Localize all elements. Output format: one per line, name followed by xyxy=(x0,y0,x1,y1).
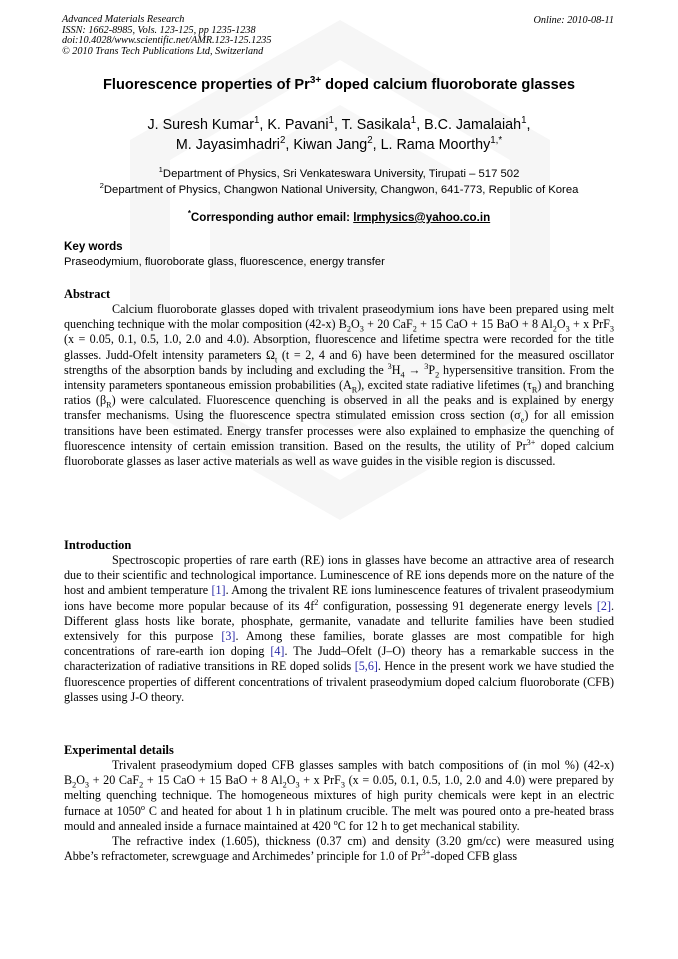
affiliation-1: $^1$Department of Physics, Sri Venkateswara University, Tirupati – 517 502 xyxy=(158,165,520,180)
journal-name: Advanced Materials Research xyxy=(62,14,185,25)
citation-link[interactable]: [5,6] xyxy=(354,659,378,674)
citation-link[interactable]: [3] xyxy=(221,629,236,644)
abstract-body: Calcium fluoroborate glasses doped with trivalent praseodymium ions have been prepared using melt quenching technique with the molar composition (42-x) $B_2O_3 + 20$ CaF$_2$ + 15 CaO + 15 BaO + 8 $Al_2O_3 + x$ PrF$_3$ (x = 0.05, 0.1, 0.5, 1.0, 2.0 and 4.0). Absorption, fluorescence and lifetime spectra were recorded for the title glasses. Judd-Ofelt intensity parameters $\Omega_t$ (t = 2, 4 and 6) have been determined for the measured oscillator strengths of the absorption bands by including and excluding the $^3H_4 \to ^3P_2$ hypersensitive transition. From the intensity parameters spontaneous emission probabilities $(A_R)$, excited state radiative lifetimes $(\tau_R)$ and branching ratios $(\beta_R)$ were calculated. Fluorescence quenching is observed in all the peaks and is explained by energy transfer mechanisms. Using the fluorescence spectra stimulated emission cross section $(\sigma_e)$ for all emission transitions have been estimated. Energy transfer processes were also explained to emphasize the quenching of fluorescence intensity of certain emission transition. Based on the results, the utility of $Pr^{3+}$ doped calcium fluoroborate glasses as laser active materials as well as wave guides in the visible region is discussed. xyxy=(64,302,615,469)
citation-link[interactable]: [2] xyxy=(596,598,611,613)
citation-link[interactable]: [4] xyxy=(270,644,285,659)
journal-metadata xyxy=(62,15,271,57)
introduction-heading: Introduction xyxy=(64,538,132,552)
keywords-heading: Key words xyxy=(64,240,123,253)
paper-title: Fluorescence properties of $Pr^{3+}$ doped calcium fluoroborate glasses xyxy=(103,75,575,93)
keywords-text: Praseodymium, fluoroborate glass, fluorescence, energy transfer xyxy=(64,256,385,268)
introduction-body: Spectroscopic properties of rare earth (RE) ions in glasses have become an attractive area of research due to their scientific and technological importance. Luminescence of RE ions depends more on the nature of the host and ambient temperature [1]. Among the trivalent RE ions luminescence features of trivalent praseodymium ions have become more popular because of its $4f^2$ configuration, possessing 91 degenerate energy levels [2]. Different glass hosts like borate, phosphate, germanite, vanadate and tellurite families have been studied extensively for this purpose [3]. Among these families, borate glasses are most compatible for high concentrations of rare-earth ion doping [4]. The Judd–Ofelt (J–O) theory has a remarkable success in the characterization of radiative transitions in RE doped solids [5,6]. Hence in the present work we have studied the fluorescence properties of different concentrations of trivalent praseodymium doped calcium fluoroborate (CFB) glasses using J-O theory. xyxy=(64,553,615,704)
experimental-heading: Experimental details xyxy=(64,743,174,757)
experimental-body: Trivalent praseodymium doped CFB glasses samples with batch compositions of (in mol %) (42-x) $B_2O_3 + 20$ CaF$_2$ + 15 CaO + 15 BaO + 8 $Al_2O_3 + x$ PrF$_3$ (x = 0.05, 0.1, 0.5, 1.0, 2.0 and 4.0) were prepared by melting quenching technique. The homogeneous mixtures of high purity chemicals were kept in an electric furnace at 1050$^o$ C and heated for about 1 h in platinum crucible. The melt was poured onto a pre-heated brass mould and annealed inside a furnace maintained at 420 $^o$C for 12 h to get mechanical stability. The refractive index (1.605), thickness (0.37 cm) and density (3.20 gm/cc) were measured using Abbe’s refractometer, screwguage and Archimedes’ principle for 1.0 of $Pr^{3+}$-doped CFB glass xyxy=(64,758,615,864)
abstract-heading: Abstract xyxy=(64,287,111,301)
affiliations xyxy=(0,166,678,198)
affiliation-2: $^2$Department of Physics, Changwon National University, Changwon, 641-773, Republic of Korea xyxy=(99,181,579,196)
copyright: © 2010 Trans Tech Publications Ltd, Switzerland xyxy=(62,45,264,57)
corresponding-author: *Corresponding author email: lrmphysics@yahoo.co.in xyxy=(187,209,491,224)
online-date: Online: 2010-08-11 xyxy=(533,15,614,26)
doi: doi:10.4028/www.scientific.net/AMR.123-125.1235 xyxy=(62,35,272,47)
author-list: J. Suresh Kumar$^1$, K. Pavani$^1$, T. Sasikala$^1$, B.C. Jamalaiah$^1$, M. Jayasimhadri$^2$, Kiwan Jang$^2$, L. Rama Moorthy$^{1,*}$ xyxy=(147,115,531,153)
issn: ISSN: 1662-8985, Vols. 123-125, pp 1235-1238 xyxy=(62,24,256,36)
citation-link[interactable]: [1] xyxy=(211,583,226,598)
author-email-link[interactable]: lrmphysics@yahoo.co.in xyxy=(353,211,491,224)
